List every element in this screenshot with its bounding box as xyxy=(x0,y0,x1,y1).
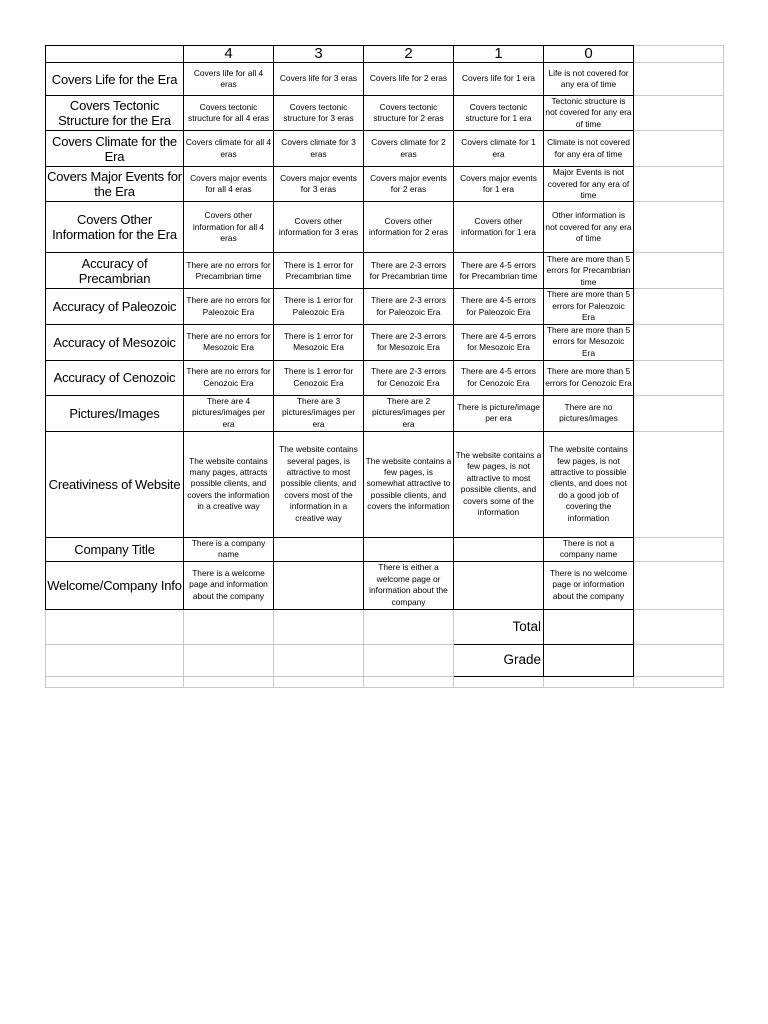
rubric-cell[interactable]: Covers tectonic structure for 2 eras xyxy=(364,96,454,131)
rubric-row-creativiness xyxy=(46,431,724,537)
rubric-cell[interactable]: Covers tectonic structure for all 4 eras xyxy=(184,96,274,131)
rubric-cell[interactable]: Covers tectonic structure for 3 eras xyxy=(274,96,364,131)
rubric-cell[interactable]: There are more than 5 errors for Paleozoic Era xyxy=(544,289,634,324)
score-header-2[interactable]: 2 xyxy=(364,46,454,63)
rubric-cell[interactable]: Covers life for 2 eras xyxy=(364,63,454,96)
rubric-row-major-events xyxy=(46,167,724,202)
empty-cell[interactable] xyxy=(184,676,274,687)
empty-cell[interactable] xyxy=(634,167,724,202)
empty-cell[interactable] xyxy=(364,609,454,644)
rubric-cell[interactable]: There are 2-3 errors for Cenozoic Era xyxy=(364,360,454,395)
empty-cell[interactable] xyxy=(634,324,724,360)
rubric-row-tectonic xyxy=(46,96,724,131)
criterion-cell[interactable]: Accuracy of Paleozoic xyxy=(46,289,184,324)
empty-cell[interactable] xyxy=(544,676,634,687)
empty-cell[interactable] xyxy=(634,676,724,687)
empty-cell[interactable] xyxy=(634,253,724,289)
rubric-row-pictures xyxy=(46,395,724,431)
empty-cell[interactable] xyxy=(634,202,724,253)
rubric-cell[interactable]: Covers major events for 3 eras xyxy=(274,167,364,202)
rubric-cell[interactable]: There are no errors for Paleozoic Era xyxy=(184,289,274,324)
rubric-cell[interactable]: There are no pictures/images xyxy=(544,395,634,431)
empty-cell[interactable] xyxy=(184,609,274,644)
rubric-cell[interactable]: Covers climate for all 4 eras xyxy=(184,131,274,167)
empty-cell[interactable] xyxy=(634,289,724,324)
criterion-cell[interactable]: Covers Other Information for the Era xyxy=(46,202,184,253)
empty-cell[interactable] xyxy=(634,395,724,431)
trailing-empty-row xyxy=(46,676,724,687)
criterion-cell[interactable]: Covers Major Events for the Era xyxy=(46,167,184,202)
rubric-cell[interactable]: There are 2-3 errors for Mesozoic Era xyxy=(364,324,454,360)
rubric-cell[interactable]: Tectonic structure is not covered for any era of time xyxy=(545,96,632,129)
rubric-cell[interactable]: There are more than 5 errors for Mesozoic Era xyxy=(544,324,634,360)
rubric-cell[interactable]: Covers life for 3 eras xyxy=(274,63,364,96)
rubric-cell[interactable]: There are 3 pictures/images per era xyxy=(274,395,364,431)
rubric-cell[interactable]: The website contains several pages, is attractive to most possible clients, and covers most of the information in a creative way xyxy=(274,431,364,537)
rubric-cell[interactable]: There is a company name xyxy=(184,537,274,561)
rubric-cell[interactable]: There are 2 pictures/images per era xyxy=(364,395,454,431)
empty-cell[interactable] xyxy=(274,644,364,676)
rubric-row-cenozoic xyxy=(46,360,724,395)
criterion-cell[interactable]: Welcome/Company Info xyxy=(46,561,184,609)
rubric-cell[interactable]: There is 1 error for Precambrian time xyxy=(274,253,364,289)
rubric-cell[interactable]: Covers other information for all 4 eras xyxy=(184,202,274,253)
rubric-row-precambrian xyxy=(46,253,724,289)
rubric-cell[interactable]: There are 4-5 errors for Mesozoic Era xyxy=(454,324,544,360)
empty-cell[interactable] xyxy=(634,561,724,609)
rubric-cell[interactable]: The website contains few pages, is not attractive to possible clients, and does not do a good job of covering the information xyxy=(544,431,634,537)
empty-cell[interactable] xyxy=(634,537,724,561)
rubric-cell[interactable]: The website contains a few pages, is somewhat attractive to possible clients, and covers the information xyxy=(364,431,454,537)
rubric-cell[interactable]: The website contains many pages, attracts possible clients, and covers the information in a creative way xyxy=(184,431,274,537)
rubric-cell[interactable]: Other information is not covered for any era of time xyxy=(544,202,634,253)
rubric-row-mesozoic xyxy=(46,324,724,360)
grade-row xyxy=(46,644,724,676)
criterion-cell[interactable]: Accuracy of Cenozoic xyxy=(46,360,184,395)
rubric-cell[interactable]: There are no errors for Mesozoic Era xyxy=(184,324,274,360)
empty-cell[interactable] xyxy=(634,609,724,644)
rubric-cell[interactable]: Covers other information for 1 era xyxy=(454,202,544,253)
rubric-cell[interactable]: There is no welcome page or information about the company xyxy=(544,561,634,609)
empty-cell[interactable] xyxy=(634,644,724,676)
empty-cell[interactable] xyxy=(634,46,724,63)
rubric-cell[interactable]: Covers major events for 2 eras xyxy=(364,167,454,202)
rubric-cell[interactable]: The website contains a few pages, is not attractive to most possible clients, and covers some of the information xyxy=(454,431,544,537)
criterion-cell[interactable]: Company Title xyxy=(46,537,184,561)
corner-cell[interactable] xyxy=(46,46,184,63)
empty-cell[interactable] xyxy=(274,609,364,644)
grade-label[interactable]: Grade xyxy=(454,644,544,676)
rubric-cell[interactable]: There is picture/image per era xyxy=(454,395,544,431)
criterion-cell[interactable]: Covers Life for the Era xyxy=(46,63,184,96)
rubric-cell[interactable]: Covers climate for 2 eras xyxy=(364,131,454,167)
rubric-cell[interactable]: There is 1 error for Mesozoic Era xyxy=(274,324,364,360)
rubric-row-life xyxy=(46,63,724,96)
score-header-1[interactable]: 1 xyxy=(454,46,544,63)
rubric-cell[interactable]: There are 4 pictures/images per era xyxy=(184,395,274,431)
rubric-cell[interactable]: Covers major events for all 4 eras xyxy=(184,167,274,202)
empty-cell[interactable] xyxy=(364,676,454,687)
empty-cell[interactable] xyxy=(364,644,454,676)
rubric-row-company-title xyxy=(46,537,724,561)
rubric-cell[interactable]: Covers tectonic structure for 1 era xyxy=(454,96,544,131)
grade-value-cell[interactable] xyxy=(544,644,634,676)
criterion-cell[interactable]: Pictures/Images xyxy=(46,395,184,431)
rubric-cell[interactable]: Covers other information for 3 eras xyxy=(274,202,364,253)
rubric-cell[interactable]: Life is not covered for any era of time xyxy=(544,63,634,96)
rubric-row-welcome xyxy=(46,561,724,609)
rubric-cell[interactable]: Covers other information for 2 eras xyxy=(364,202,454,253)
empty-cell[interactable] xyxy=(46,676,184,687)
rubric-cell[interactable] xyxy=(274,561,364,609)
rubric-cell[interactable]: There is 1 error for Paleozoic Era xyxy=(274,289,364,324)
empty-cell[interactable] xyxy=(634,96,724,131)
empty-cell[interactable] xyxy=(634,63,724,96)
rubric-cell[interactable]: Covers climate for 3 eras xyxy=(274,131,364,167)
rubric-row-other-information xyxy=(46,202,724,253)
empty-cell[interactable] xyxy=(634,360,724,395)
empty-cell[interactable] xyxy=(634,131,724,167)
empty-cell[interactable] xyxy=(46,644,184,676)
rubric-cell[interactable]: There are 2-3 errors for Precambrian time xyxy=(364,253,454,289)
empty-cell[interactable] xyxy=(184,644,274,676)
criterion-cell[interactable]: Covers Climate for the Era xyxy=(46,131,184,167)
rubric-cell[interactable]: Covers life for 1 era xyxy=(454,63,544,96)
rubric-cell[interactable]: There is a welcome page and information about the company xyxy=(184,561,274,609)
criterion-cell[interactable]: Accuracy of Mesozoic xyxy=(46,324,184,360)
total-value-cell[interactable] xyxy=(544,609,634,644)
rubric-cell[interactable]: There are no errors for Cenozoic Era xyxy=(184,360,274,395)
criterion-cell[interactable]: Creativiness of Website xyxy=(46,431,184,537)
rubric-cell[interactable]: There is not a company name xyxy=(544,537,634,561)
rubric-cell[interactable]: Major Events is not covered for any era of time xyxy=(544,167,634,202)
rubric-cell[interactable]: There is 1 error for Cenozoic Era xyxy=(274,360,364,395)
score-header-0[interactable]: 0 xyxy=(544,46,634,63)
empty-cell[interactable] xyxy=(454,676,544,687)
rubric-cell[interactable]: Covers climate for 1 era xyxy=(454,131,544,167)
rubric-cell[interactable] xyxy=(454,561,544,609)
rubric-cell[interactable]: There are more than 5 errors for Cenozoic Era xyxy=(544,360,634,395)
empty-cell[interactable] xyxy=(274,676,364,687)
total-row xyxy=(46,609,724,644)
rubric-cell[interactable]: There are 4-5 errors for Paleozoic Era xyxy=(454,289,544,324)
rubric-cell[interactable]: Covers major events for 1 era xyxy=(454,167,544,202)
criterion-cell[interactable]: Accuracy of Precambrian xyxy=(46,253,184,289)
rubric-cell[interactable]: There are 4-5 errors for Cenozoic Era xyxy=(454,360,544,395)
rubric-row-paleozoic xyxy=(46,289,724,324)
rubric-cell[interactable] xyxy=(364,537,454,561)
score-header-4[interactable]: 4 xyxy=(184,46,274,63)
rubric-row-climate xyxy=(46,131,724,167)
rubric-cell[interactable]: Covers life for all 4 eras xyxy=(184,63,274,96)
rubric-cell[interactable]: There are 4-5 errors for Precambrian time xyxy=(454,253,544,289)
rubric-cell[interactable]: Climate is not covered for any era of time xyxy=(544,131,634,167)
rubric-cell[interactable]: There is either a welcome page or information about the company xyxy=(364,561,454,609)
criterion-cell[interactable]: Covers Tectonic Structure for the Era xyxy=(46,96,184,131)
total-label[interactable]: Total xyxy=(454,609,544,644)
empty-cell[interactable] xyxy=(634,431,724,537)
rubric-table xyxy=(45,45,724,688)
rubric-cell[interactable] xyxy=(454,537,544,561)
rubric-cell[interactable]: There are 2-3 errors for Paleozoic Era xyxy=(364,289,454,324)
rubric-cell[interactable]: There are no errors for Precambrian time xyxy=(184,253,274,289)
score-header-3[interactable]: 3 xyxy=(274,46,364,63)
empty-cell[interactable] xyxy=(46,609,184,644)
score-header-row xyxy=(46,46,724,63)
rubric-cell[interactable]: There are more than 5 errors for Precambrian time xyxy=(544,253,634,289)
rubric-cell[interactable] xyxy=(274,537,364,561)
